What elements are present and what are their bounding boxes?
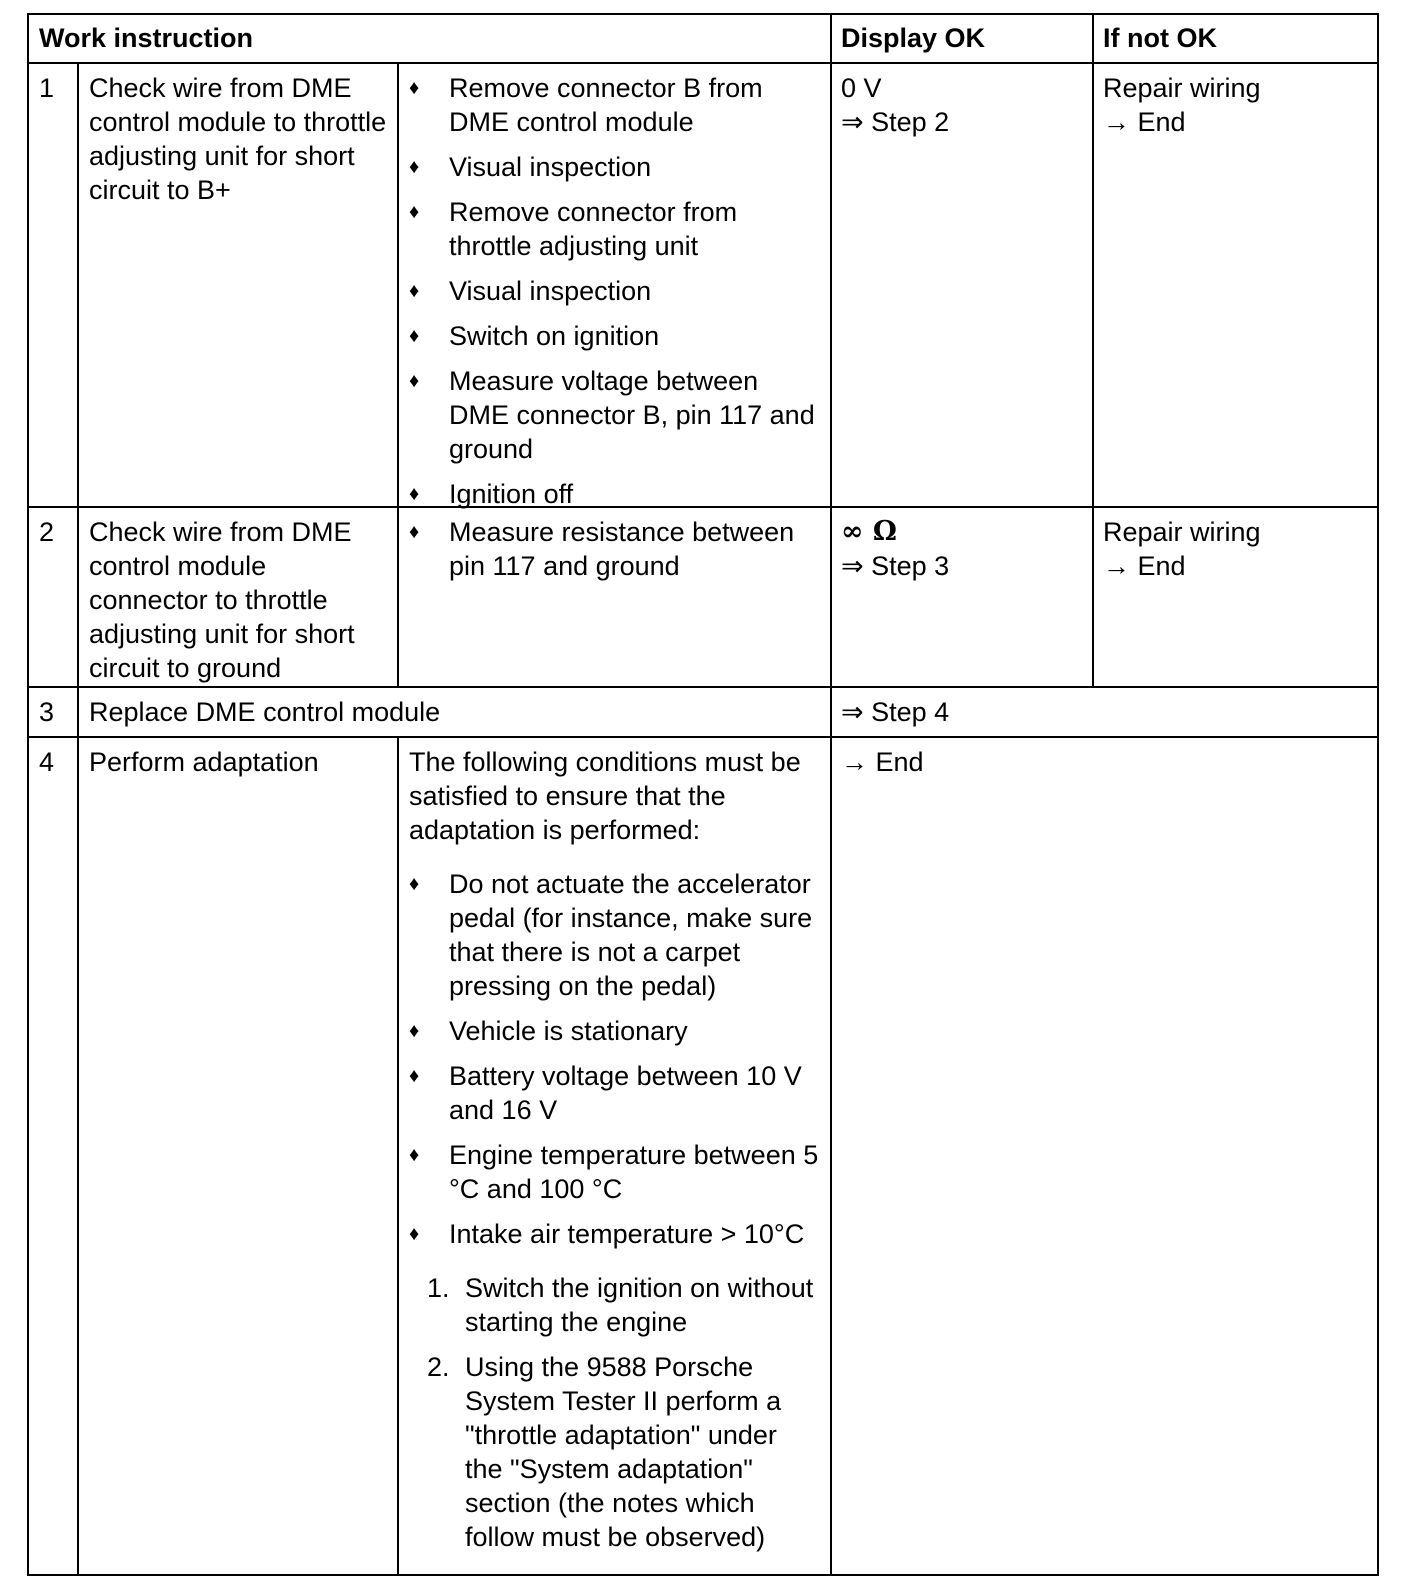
header-if-not-ok: If not OK bbox=[1103, 23, 1217, 53]
header-work-instruction: Work instruction bbox=[39, 23, 254, 53]
step-number-4: 4 bbox=[39, 747, 55, 777]
bullet-icon: ♦ bbox=[409, 77, 420, 99]
bullet-icon: ♦ bbox=[409, 1144, 420, 1166]
display-ok-value: 0 V bbox=[841, 73, 882, 103]
list-item: ♦ Vehicle is stationary bbox=[409, 1016, 688, 1046]
if-not-ok-text: Repair wiring bbox=[1103, 73, 1261, 103]
rule-col-notok bbox=[1092, 15, 1094, 687]
bullet-icon: ♦ bbox=[409, 1020, 420, 1042]
rule-col-action-a bbox=[397, 63, 399, 687]
step-number-1: 1 bbox=[39, 73, 55, 103]
bullet-icon: ♦ bbox=[409, 1223, 420, 1245]
bullet-icon: ♦ bbox=[409, 521, 420, 543]
display-ok-value: ∞ Ω bbox=[841, 516, 897, 547]
rule-row2 bbox=[29, 686, 1377, 688]
row2-description: Check wire from DME control module connector to throttle adjusting unit for short circuit to ground bbox=[89, 517, 355, 683]
if-not-ok-next: → End bbox=[1103, 551, 1186, 581]
row4-actions bbox=[409, 745, 821, 1565]
list-item: ♦ Measure resistance between pin 117 and ground bbox=[409, 517, 795, 581]
bullet-icon: ♦ bbox=[409, 483, 420, 505]
if-not-ok-next: → End bbox=[1103, 107, 1186, 137]
bullet-icon: ♦ bbox=[409, 1065, 420, 1087]
rule-col-step bbox=[77, 63, 79, 1576]
header-display-ok: Display OK bbox=[841, 23, 986, 53]
row4-description: Perform adaptation bbox=[89, 747, 319, 777]
list-item: ♦ Do not actuate the accelerator pedal (for instance, make sure that there is not a carpet pressing on the pedal) bbox=[409, 869, 813, 1001]
row2-if-not-ok bbox=[1103, 515, 1373, 583]
row2-display-ok bbox=[841, 515, 1086, 583]
rule-row3 bbox=[29, 736, 1377, 738]
display-ok-next: ⇒ Step 2 bbox=[841, 107, 950, 137]
list-item: ♦ Visual inspection bbox=[409, 276, 652, 306]
list-item: ♦ Engine temperature between 5 °C and 100 °C bbox=[409, 1140, 819, 1204]
list-item: ♦ Measure voltage between DME connector B, pin 117 and ground bbox=[409, 366, 815, 464]
bullet-icon: ♦ bbox=[409, 201, 420, 223]
bullet-icon: ♦ bbox=[409, 873, 420, 895]
row3-display-ok-next: ⇒ Step 4 bbox=[841, 697, 950, 727]
list-item: 1. Switch the ignition on without starting the engine bbox=[427, 1273, 814, 1337]
step-number-2: 2 bbox=[39, 517, 55, 547]
list-item: ♦ Remove connector B from DME control module bbox=[409, 73, 763, 137]
rule-col-action-b bbox=[397, 737, 399, 1576]
row1-if-not-ok bbox=[1103, 71, 1373, 139]
list-item: ♦ Switch on ignition bbox=[409, 321, 660, 351]
list-item: ♦ Battery voltage between 10 V and 16 V bbox=[409, 1061, 802, 1125]
work-instruction-table bbox=[27, 13, 1379, 1576]
row3-description: Replace DME control module bbox=[89, 697, 441, 727]
rule-header bbox=[29, 62, 1377, 64]
bullet-icon: ♦ bbox=[409, 325, 420, 347]
list-item: ♦ Ignition off bbox=[409, 479, 574, 509]
bullet-icon: ♦ bbox=[409, 280, 420, 302]
row1-actions bbox=[409, 71, 819, 522]
row4-display-ok-next: → End bbox=[841, 747, 924, 777]
step-number-3: 3 bbox=[39, 697, 55, 727]
row1-description: Check wire from DME control module to throttle adjusting unit for short circuit to B+ bbox=[89, 73, 387, 205]
if-not-ok-text: Repair wiring bbox=[1103, 517, 1261, 547]
bullet-icon: ♦ bbox=[409, 156, 420, 178]
list-item: ♦ Remove connector from throttle adjusting unit bbox=[409, 197, 738, 261]
list-item: ♦ Visual inspection bbox=[409, 152, 652, 182]
row2-actions bbox=[409, 515, 825, 594]
display-ok-next: ⇒ Step 3 bbox=[841, 551, 950, 581]
conditions-intro: The following conditions must be satisfied to ensure that the adaptation is performed: bbox=[409, 747, 801, 845]
row1-display-ok bbox=[841, 71, 1086, 139]
rule-col-display bbox=[830, 15, 832, 1576]
list-item: ♦ Intake air temperature > 10°C bbox=[409, 1219, 805, 1249]
bullet-icon: ♦ bbox=[409, 370, 420, 392]
list-item: 2. Using the 9588 Porsche System Tester II perform a "throttle adaptation" under the "System adaptation" section (the notes which follow must be observed) bbox=[427, 1352, 782, 1552]
